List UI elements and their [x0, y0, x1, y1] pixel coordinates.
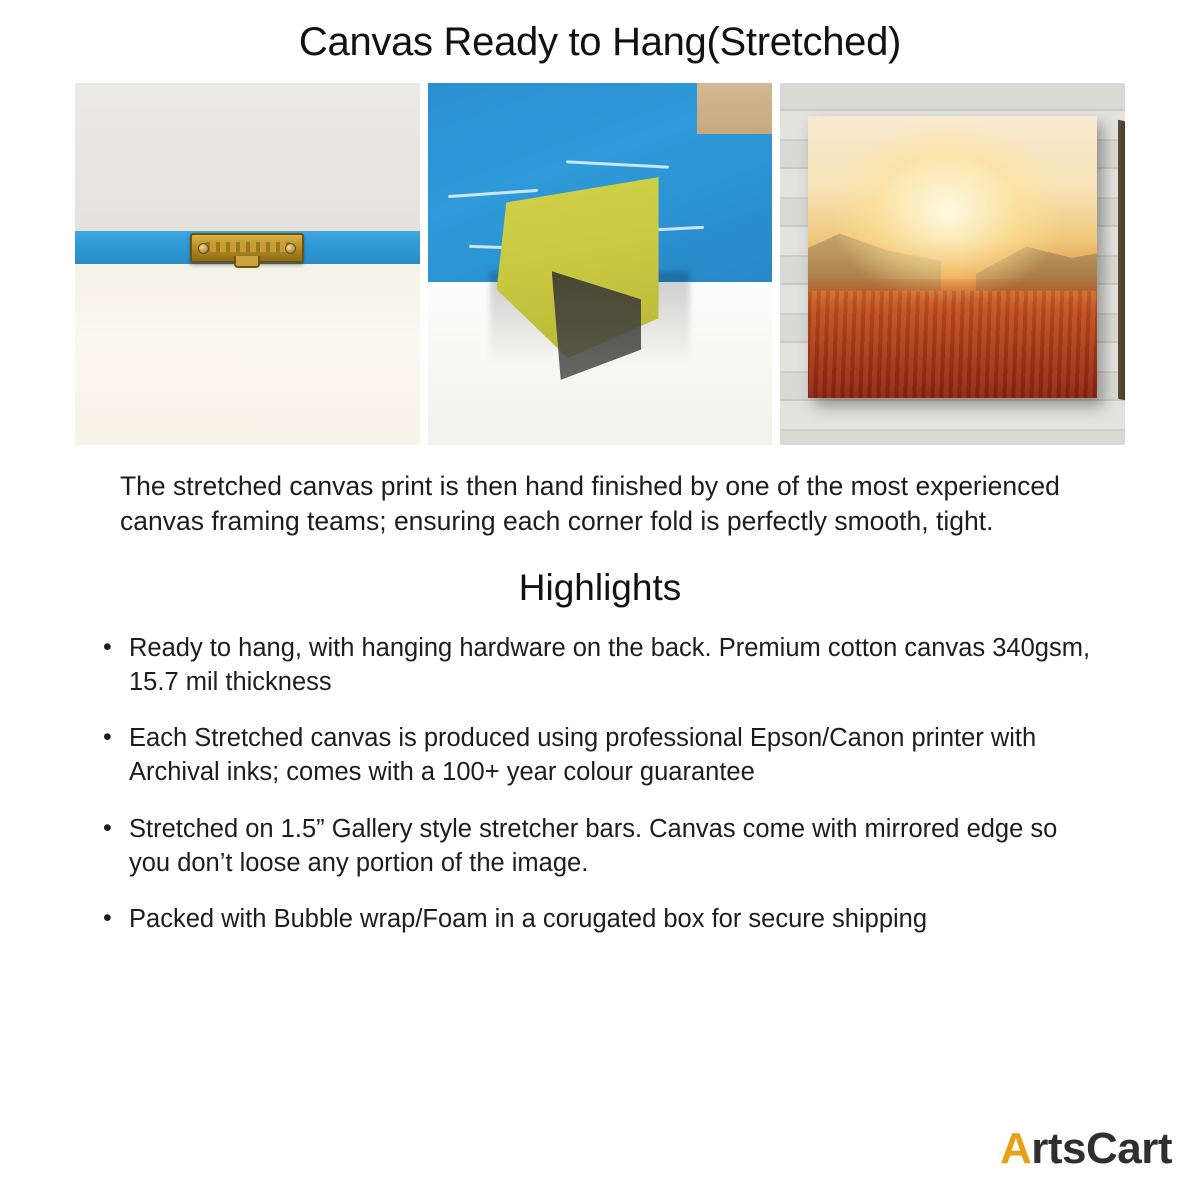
- list-item-text: Each Stretched canvas is produced using professional Epson/Canon printer with Archival inks; comes with a 100+ year colour guarantee: [129, 724, 1037, 787]
- brand-logo: [1000, 1124, 1172, 1174]
- screw-left-icon: [198, 243, 209, 254]
- gallery-image-canvas-back-hanging-hardware: [75, 83, 420, 445]
- bullet-icon: •: [103, 632, 112, 661]
- brand-logo-part-rts: rts: [1031, 1124, 1086, 1173]
- screw-right-icon: [285, 243, 296, 254]
- photo3-sun-glow: [832, 122, 1062, 302]
- list-item: [95, 721, 1105, 789]
- bullet-icon: •: [103, 813, 112, 842]
- list-item: [95, 631, 1105, 699]
- list-item: [95, 812, 1105, 880]
- photo3-field: [808, 279, 1098, 398]
- photo2-tan-strip: [697, 83, 773, 134]
- list-item-text: Packed with Bubble wrap/Foam in a corugated box for secure shipping: [129, 904, 928, 933]
- bullet-icon: •: [103, 723, 112, 752]
- brand-logo-part-cart: Cart: [1085, 1124, 1172, 1173]
- list-item-text: Ready to hang, with hanging hardware on the back. Premium cotton canvas 340gsm, 15.7 mil thickness: [129, 633, 1091, 697]
- product-image-gallery: [75, 83, 1125, 445]
- photo1-wall: [75, 83, 420, 242]
- brand-logo-accent-letter: A: [999, 1124, 1032, 1173]
- photo1-canvas-back: [75, 264, 420, 445]
- highlights-heading: Highlights: [518, 566, 682, 608]
- page-title: Canvas Ready to Hang(Stretched): [298, 20, 902, 64]
- highlights-list: [95, 631, 1105, 936]
- gallery-image-canvas-on-wood-wall: [780, 83, 1125, 445]
- bullet-icon: •: [103, 903, 112, 932]
- photo3-canvas-artwork: [808, 116, 1098, 398]
- hanging-hardware-icon: [190, 233, 304, 263]
- hanger-notch: [234, 256, 260, 268]
- photo3-canvas-side-edge: [1118, 120, 1125, 401]
- description-paragraph: The stretched canvas print is then hand finished by one of the most experienced canvas framing teams; ensuring each corner fold is perfectly smooth, tight.: [120, 471, 1060, 536]
- list-item: [95, 902, 1105, 936]
- list-item-text: Stretched on 1.5” Gallery style stretcher bars. Canvas come with mirrored edge so you don’t loose any portion of the image.: [129, 814, 1058, 877]
- gallery-image-canvas-corner-fold: [428, 83, 773, 445]
